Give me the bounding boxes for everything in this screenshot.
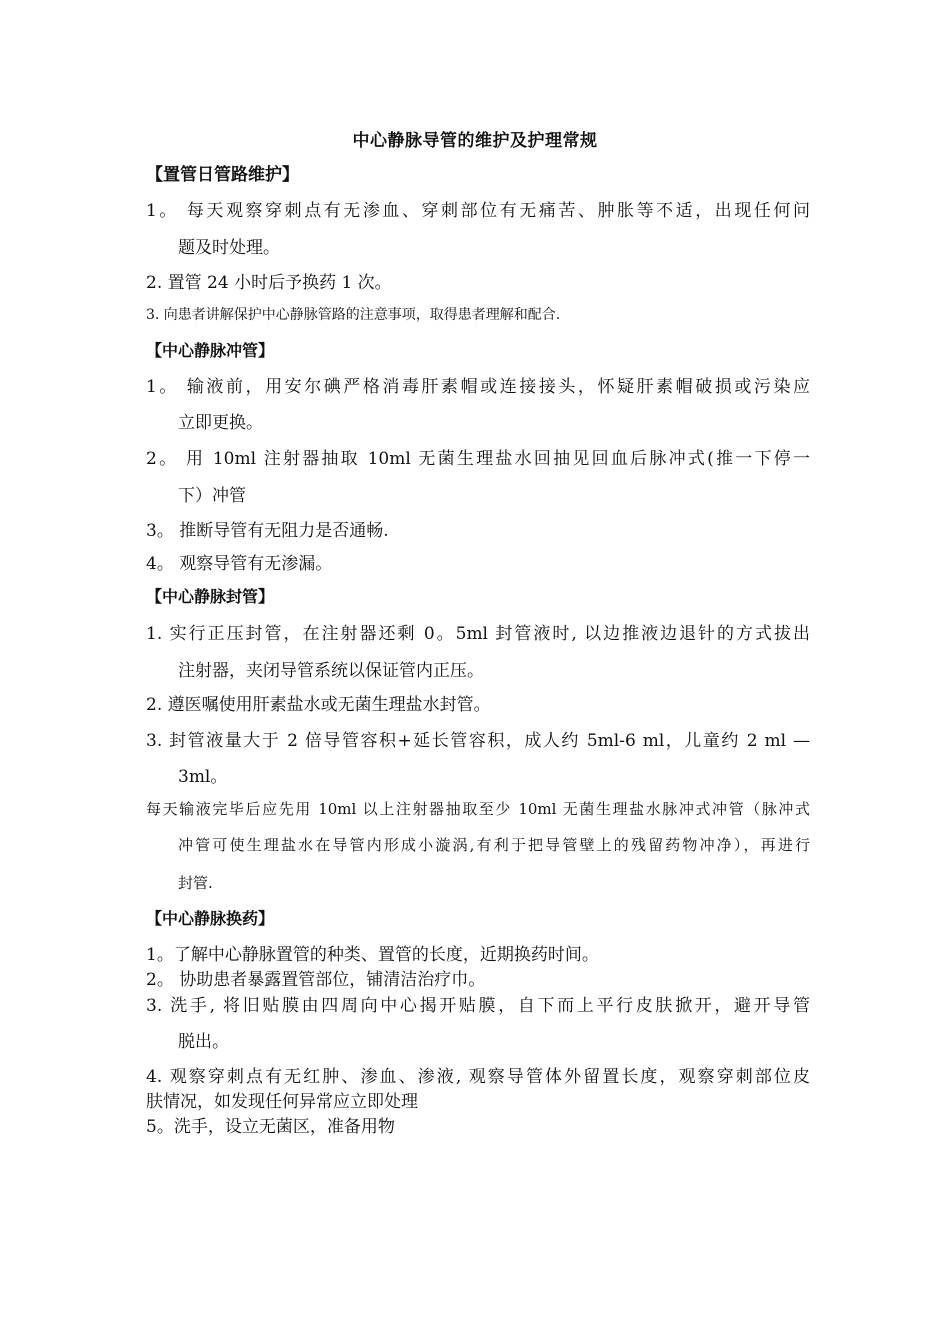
section-3-line-6: 每天输液完毕后应先用 10ml 以上注射器抽取至少 10ml 无菌生理盐水脉冲式冲管（脉冲式 xyxy=(146,800,810,818)
section-3-line-7: 冲管可使生理盐水在导管内形成小漩涡,有利于把导管壁上的残留药物冲净），再进行 xyxy=(178,836,810,854)
section-3-line-5: 3ml。 xyxy=(178,767,228,787)
section-heading-lock: 【中心静脉封管】 xyxy=(146,587,275,606)
section-4-line-4: 脱出。 xyxy=(178,1032,229,1052)
section-2-line-2: 立即更换。 xyxy=(178,413,263,433)
section-3-line-2: 注射器，夹闭导管系统以保证管内正压。 xyxy=(178,661,484,681)
section-3-line-1: 1. 实行正压封管，在注射器还剩 0。5ml 封管液时, 以边推液边退针的方式拔出 xyxy=(146,624,810,644)
section-3-line-8: 封管. xyxy=(178,874,213,892)
section-2-line-1: 1。 输液前，用安尔碘严格消毒肝素帽或连接接头，怀疑肝素帽破损或污染应 xyxy=(146,377,810,397)
section-2-line-3: 2。 用 10ml 注射器抽取 10ml 无菌生理盐水回抽见回血后脉冲式(推一下停一 xyxy=(146,449,810,469)
section-4-line-7: 5。洗手，设立无菌区，准备用物 xyxy=(146,1117,395,1137)
section-4-line-6: 肤情况，如发现任何异常应立即处理 xyxy=(146,1092,418,1112)
section-heading-day-maintenance: 【置管日管路维护】 xyxy=(146,165,299,185)
section-1-line-2: 题及时处理。 xyxy=(178,238,280,258)
section-4-line-1: 1。了解中心静脉置管的种类、置管的长度，近期换药时间。 xyxy=(146,945,599,965)
section-heading-flush: 【中心静脉冲管】 xyxy=(146,341,275,360)
section-4-line-3: 3. 洗手, 将旧贴膜由四周向中心揭开贴膜，自下而上平行皮肤掀开，避开导管 xyxy=(146,996,810,1016)
section-1-line-3: 2. 置管 24 小时后予换药 1 次。 xyxy=(146,273,392,293)
section-2-line-5: 3。 推断导管有无阻力是否通畅. xyxy=(146,521,389,541)
section-1-line-1: 1。 每天观察穿刺点有无渗血、穿刺部位有无痛苦、肿胀等不适，出现任何问 xyxy=(146,201,810,221)
section-3-line-4: 3. 封管液量大于 2 倍导管容积+延长管容积，成人约 5ml-6 ml，儿童约 2 ml — xyxy=(146,731,810,751)
section-2-line-4: 下）冲管 xyxy=(178,486,246,506)
section-4-line-2: 2。 协助患者暴露置管部位，铺清洁治疗巾。 xyxy=(146,970,486,990)
section-3-line-3: 2. 遵医嘱使用肝素盐水或无菌生理盐水封管。 xyxy=(146,695,491,715)
section-2-line-6: 4。 观察导管有无渗漏。 xyxy=(146,554,333,574)
section-1-line-4: 3. 向患者讲解保护中心静脉管路的注意事项，取得患者理解和配合. xyxy=(146,307,561,323)
section-4-line-5: 4. 观察穿刺点有无红肿、渗血、渗液, 观察导管体外留置长度，观察穿刺部位皮 xyxy=(146,1067,810,1087)
section-heading-dressing: 【中心静脉换药】 xyxy=(146,909,275,928)
document-title: 中心静脉导管的维护及护理常规 xyxy=(352,131,598,151)
